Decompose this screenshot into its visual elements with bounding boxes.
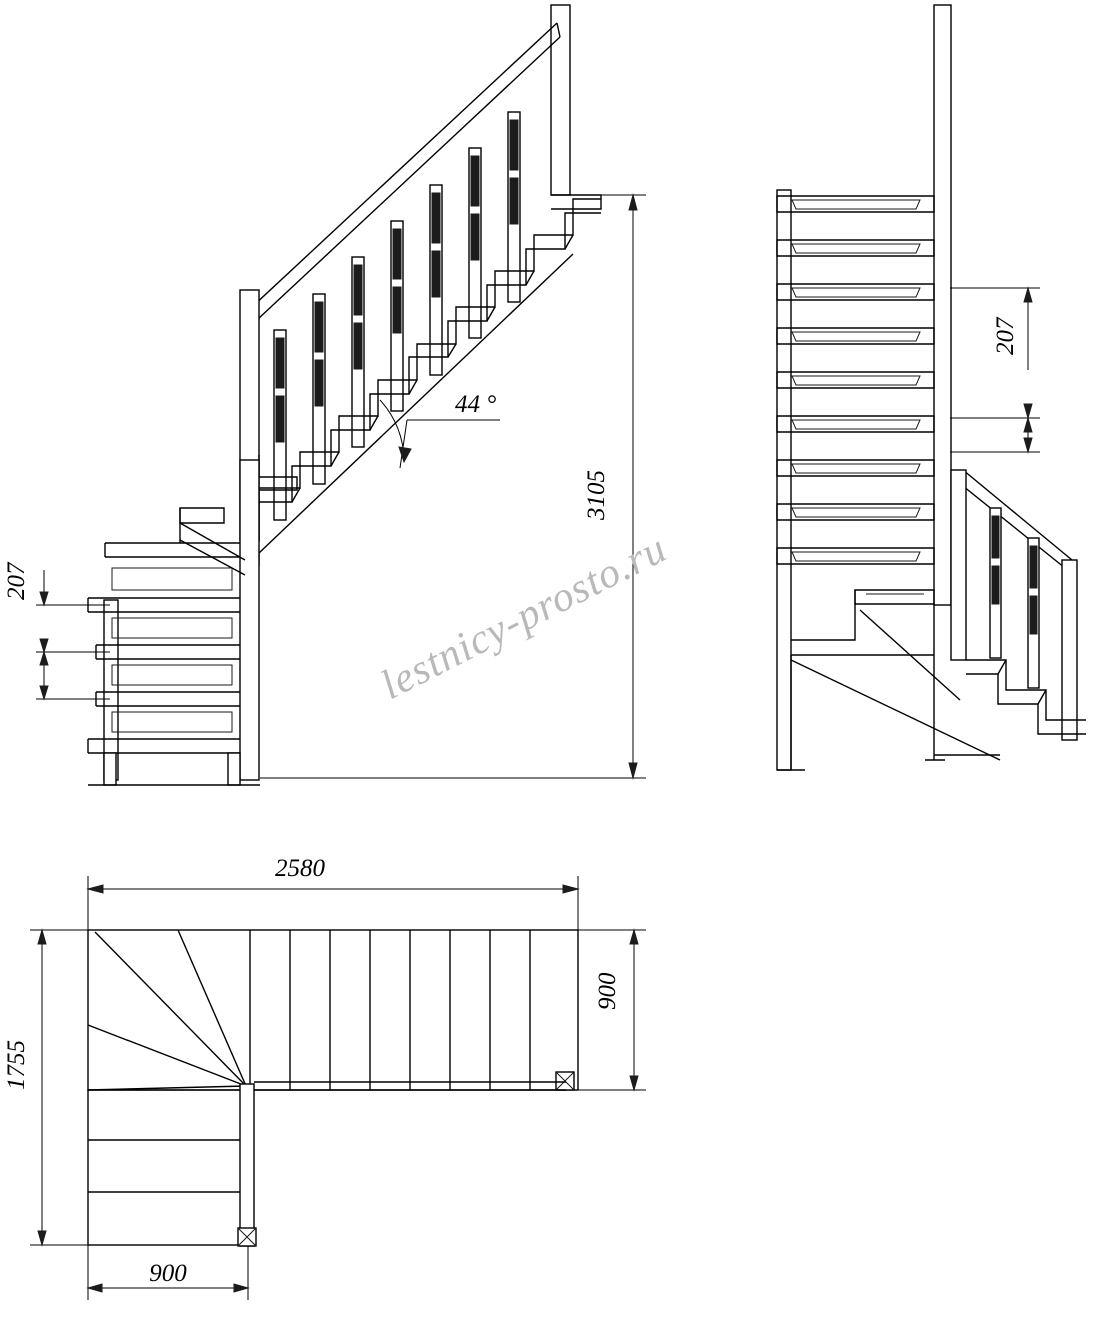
dim-plan-width-bottom [88, 1245, 248, 1300]
dim-plan-length [88, 855, 578, 1090]
dim-incline-angle: 44 ° [455, 391, 497, 418]
treads-side [777, 196, 934, 564]
dim-plan-width-right-label: 900 [594, 972, 621, 1010]
dim-total-height-label: 3105 [583, 470, 610, 520]
dim-plan-length-label: 2580 [275, 855, 325, 882]
balusters-side [990, 508, 1039, 688]
side-elevation-view [777, 5, 1086, 770]
plan-view [3, 855, 646, 1300]
front-elevation-view [3, 5, 646, 785]
dim-riser-side-label: 207 [992, 317, 1019, 355]
dim-riser-front [3, 561, 110, 699]
dim-plan-depth-left [3, 930, 88, 1245]
balusters-front [274, 112, 520, 520]
winder-steps-front [88, 460, 260, 785]
post-markers [238, 1072, 574, 1246]
dim-plan-width-bottom-label: 900 [149, 1260, 187, 1287]
dim-plan-depth-left-label: 1755 [3, 1040, 30, 1090]
watermark-text: lestnicy-prosto.ru [373, 525, 675, 709]
dim-total-height [260, 195, 646, 778]
dim-plan-width-right [578, 930, 646, 1090]
dim-riser-side [950, 288, 1040, 452]
dim-riser-front-label: 207 [3, 562, 30, 600]
